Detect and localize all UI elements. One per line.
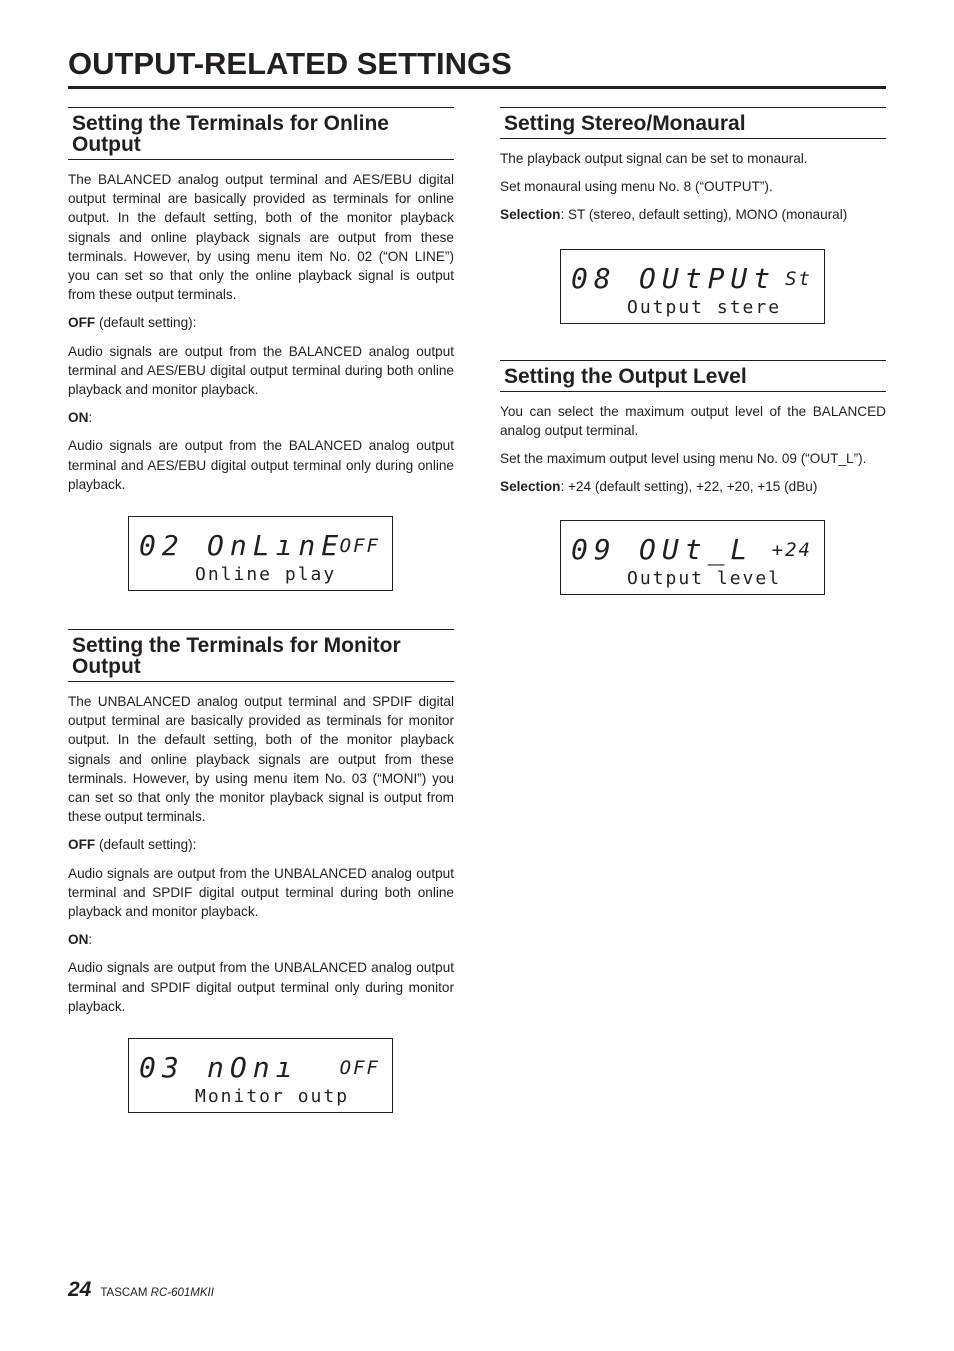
lcd-value: +24	[771, 539, 812, 562]
stereo-selection	[500, 205, 886, 224]
monitor-intro: The UNBALANCED analog output terminal and SPDIF digital output terminal are basically provided as terminals for monitor output. In the default setting, both of the monitor playback signals and online playback signals are output from these terminals. However, by using menu item No. 03 (“MONI”) you can set so that only the monitor playback signal is output from these output terminals.	[68, 694, 454, 825]
lcd-subtitle: Output stere	[627, 296, 782, 318]
online-off-line	[68, 313, 454, 332]
right-column	[500, 107, 886, 595]
lcd-value: St	[785, 267, 812, 290]
online-off-text: Audio signals are output from the BALANCED analog output terminal and AES/EBU digital output terminal during both online playback and monitor playback.	[68, 343, 454, 398]
selection-label: Selection	[500, 479, 561, 495]
left-column	[68, 107, 454, 1113]
lcd-menu-number: 08	[571, 261, 617, 295]
lcd-menu-word: OnLınE	[207, 529, 345, 563]
off-label: OFF	[68, 315, 96, 331]
page-title: OUTPUT-RELATED SETTINGS	[68, 44, 886, 89]
selection-label: Selection	[500, 207, 561, 223]
lcd-menu-number: 09	[571, 533, 617, 567]
level-line-2: Set the maximum output level using menu No. 09 (“OUT_L”).	[500, 451, 867, 467]
lcd-menu-word: OUtPUt	[639, 261, 777, 295]
monitor-on-text: Audio signals are output from the UNBALANCED analog output terminal and SPDIF digital output terminal only during monitor playback.	[68, 960, 454, 1014]
on-label: ON	[68, 932, 89, 948]
monitor-on-line	[68, 930, 454, 949]
footer-model: RC-601MKII	[150, 1287, 214, 1299]
level-section-heading: Setting the Output Level	[500, 360, 886, 392]
on-label: ON	[68, 410, 89, 426]
lcd-value: OFF	[339, 1057, 380, 1080]
level-line-1: You can select the maximum output level of the BALANCED analog output terminal.	[500, 403, 886, 438]
lcd-display-online	[128, 516, 393, 591]
lcd-value: OFF	[339, 535, 380, 558]
page-number: 24	[68, 1278, 92, 1301]
stereo-line-2: Set monaural using menu No. 8 (“OUTPUT”).	[500, 179, 773, 195]
lcd-display-level	[560, 520, 825, 595]
off-label: OFF	[68, 837, 96, 853]
lcd-display-monitor	[128, 1038, 393, 1113]
lcd-subtitle: Monitor outp	[195, 1086, 350, 1108]
on-suffix: :	[88, 410, 93, 426]
selection-text: : +24 (default setting), +22, +20, +15 (dBu)	[560, 479, 818, 495]
stereo-section-heading: Setting Stereo/Monaural	[500, 107, 886, 139]
page-footer	[68, 1278, 214, 1302]
lcd-subtitle: Output level	[627, 568, 782, 590]
online-intro: The BALANCED analog output terminal and AES/EBU digital output terminal are basically provided as terminals for online output. In the default setting, both of the monitor playback signals and online playback signals are output from these terminals. However, by using menu item No. 02 (“ON LINE”) you can set so that only the online playback signal is output from these output terminals.	[68, 172, 454, 303]
level-selection	[500, 477, 886, 496]
monitor-off-text: Audio signals are output from the UNBALANCED analog output terminal and SPDIF digital output terminal during both online playback and monitor playback.	[68, 865, 454, 920]
selection-text: : ST (stereo, default setting), MONO (monaural)	[560, 207, 848, 223]
lcd-display-stereo	[560, 249, 825, 324]
lcd-menu-number: 03	[139, 1051, 185, 1085]
lcd-menu-word: OUt_L	[639, 533, 754, 567]
footer-brand: TASCAM	[100, 1287, 148, 1299]
off-suffix: (default setting):	[95, 315, 197, 331]
online-section-heading: Setting the Terminals for Online Output	[68, 107, 454, 160]
monitor-section-heading: Setting the Terminals for Monitor Output	[68, 629, 454, 682]
online-on-line	[68, 408, 454, 427]
on-suffix: :	[88, 932, 93, 948]
stereo-line-1: The playback output signal can be set to monaural.	[500, 151, 808, 166]
lcd-menu-word: nOnı	[207, 1051, 299, 1085]
lcd-subtitle: Online play	[195, 564, 337, 586]
lcd-menu-number: 02	[139, 529, 185, 563]
monitor-off-line	[68, 835, 454, 854]
off-suffix: (default setting):	[95, 837, 197, 853]
online-on-text: Audio signals are output from the BALANCED analog output terminal and AES/EBU digital output terminal only during online playback.	[68, 438, 454, 492]
